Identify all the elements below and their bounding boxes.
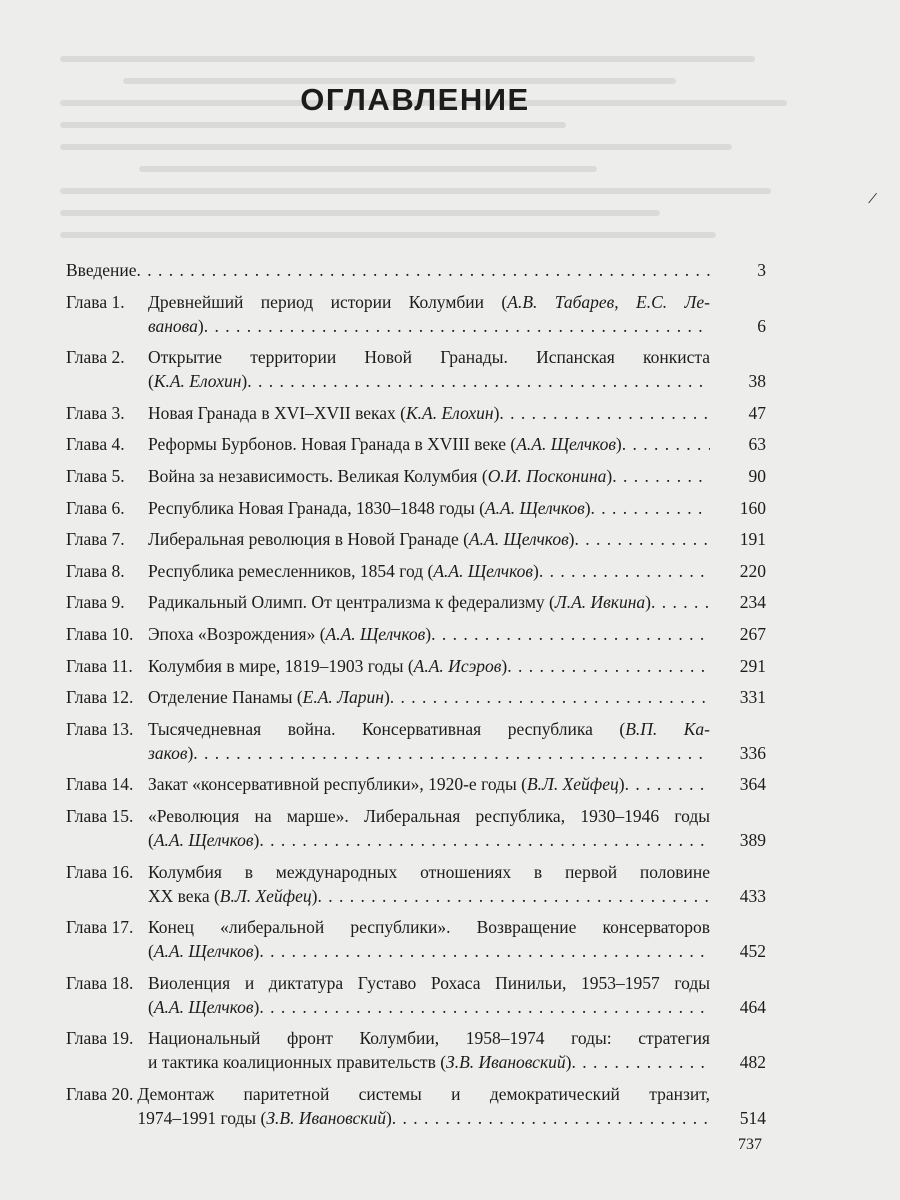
leader-dots — [591, 496, 710, 520]
chapter-label: Глава 5. — [66, 465, 125, 486]
page-number: 737 — [738, 1136, 762, 1153]
chapter-title — [148, 401, 710, 425]
chapter-page-number: 389 — [739, 829, 766, 850]
chapter-title — [137, 1082, 710, 1130]
toc-entry-chapter-6[interactable] — [66, 496, 766, 520]
chapter-title — [148, 717, 710, 765]
chapter-author: К.А. Елохин — [153, 371, 242, 392]
chapter-title — [148, 559, 710, 583]
leader-dots — [259, 939, 710, 963]
chapter-title — [148, 290, 710, 338]
chapter-label: Глава 10. — [66, 623, 134, 644]
leader-dots — [259, 828, 710, 852]
leader-dots — [625, 772, 710, 796]
chapter-title — [148, 590, 710, 614]
chapter-label: Глава 13. — [66, 718, 134, 739]
chapter-title — [148, 1026, 710, 1074]
chapter-label: Глава 17. — [66, 917, 134, 938]
chapter-author: А.А. Щелчков — [153, 996, 254, 1017]
toc-entry-chapter-4[interactable] — [66, 432, 766, 456]
chapter-page-number: 160 — [739, 497, 766, 518]
chapter-label: Глава 20. — [66, 1083, 134, 1104]
toc-entry-chapter-13[interactable] — [66, 717, 766, 765]
chapter-title-text: (А.А. Щелчков) — [148, 829, 260, 850]
chapter-label: Глава 6. — [66, 497, 125, 518]
chapter-title — [148, 915, 710, 963]
chapter-page-number: 267 — [739, 623, 766, 644]
chapter-title — [148, 496, 710, 520]
page-title: ОГЛАВЛЕНИЕ — [300, 82, 530, 117]
chapter-page-number: 331 — [739, 687, 766, 708]
toc-entry-chapter-14[interactable] — [66, 772, 766, 796]
chapter-title-text: Виоленция и диктатура Густаво Рохаса Пинильи, 1953–1957 годы — [148, 972, 710, 993]
chapter-label: Глава 12. — [66, 687, 134, 708]
chapter-title-text: 1974–1991 годы (З.В. Ивановский) — [137, 1107, 392, 1128]
leader-dots — [431, 622, 710, 646]
chapter-title-text: Война за независимость. Великая Колумбия (О.И. Посконина) — [148, 465, 613, 486]
chapter-author: В.П. Ка- — [625, 718, 710, 739]
chapter-title-text: Демонтаж паритетной системы и демократический транзит, — [137, 1083, 710, 1104]
leader-dots — [651, 590, 710, 614]
chapter-label: Глава 16. — [66, 861, 134, 882]
leader-dots — [317, 884, 710, 908]
chapter-author: З.В. Ивановский — [266, 1107, 386, 1128]
toc-entry-chapter-9[interactable] — [66, 590, 766, 614]
chapter-title-text: Либеральная революция в Новой Гранаде (А.А. Щелчков) — [148, 529, 575, 550]
chapter-title — [148, 971, 710, 1019]
chapter-title — [148, 464, 710, 488]
chapter-page-number: 452 — [739, 941, 766, 962]
leader-dots — [390, 685, 710, 709]
chapter-author: О.И. Посконина — [487, 465, 607, 486]
chapter-label: Глава 4. — [66, 434, 125, 455]
chapter-page-number: 514 — [739, 1107, 766, 1128]
chapter-author: З.В. Ивановский — [446, 1052, 566, 1073]
toc-entry-chapter-19[interactable] — [66, 1026, 766, 1074]
leader-dots — [259, 995, 710, 1019]
toc-entry-chapter-15[interactable] — [66, 804, 766, 852]
toc-intro-page: 3 — [757, 260, 766, 280]
leader-dots — [392, 1106, 710, 1130]
leader-dots — [575, 527, 711, 551]
leader-dots — [193, 741, 710, 765]
chapter-author: В.Л. Хейфец — [526, 774, 619, 795]
toc-intro-title: Введение — [66, 260, 137, 280]
chapter-label: Глава 7. — [66, 529, 125, 550]
chapter-title-text: Открытие территории Новой Гранады. Испанская конкиста — [148, 347, 710, 368]
chapter-author: Л.А. Ивкина — [554, 592, 646, 613]
chapter-author: А.А. Щелчков — [153, 941, 254, 962]
chapter-title — [148, 345, 710, 393]
toc-entry-chapter-20[interactable] — [66, 1082, 766, 1130]
chapter-title-text: Новая Гранада в XVI–XVII веках (К.А. Елохин) — [148, 402, 500, 423]
chapter-title-text: «Революция на марше». Либеральная республика, 1930–1946 годы — [148, 805, 710, 826]
chapter-list — [66, 290, 766, 1130]
chapter-title-text: Отделение Панамы (Е.А. Ларин) — [148, 687, 390, 708]
chapter-title-text: XX века (В.Л. Хейфец) — [148, 885, 318, 906]
toc-entry-chapter-17[interactable] — [66, 915, 766, 963]
chapter-page-number: 90 — [748, 465, 766, 486]
chapter-page-number: 220 — [739, 560, 766, 581]
chapter-label: Глава 11. — [66, 655, 133, 676]
show-through-text — [60, 40, 850, 270]
chapter-label: Глава 19. — [66, 1028, 134, 1049]
chapter-author: А.В. Табарев, Е.С. Ле- — [507, 291, 710, 312]
toc-entry-chapter-18[interactable] — [66, 971, 766, 1019]
chapter-page-number: 336 — [739, 742, 766, 763]
chapter-title-text: Радикальный Олимп. От централизма к федерализму (Л.А. Ивкина) — [148, 592, 651, 613]
toc-entry-chapter-3[interactable] — [66, 401, 766, 425]
chapter-title — [148, 654, 710, 678]
chapter-title-text: Реформы Бурбонов. Новая Гранада в XVIII веке (А.А. Щелчков) — [148, 434, 622, 455]
chapter-author: Е.А. Ларин — [302, 687, 384, 708]
chapter-author: А.А. Щелчков — [325, 623, 426, 644]
toc-entry-chapter-8[interactable] — [66, 559, 766, 583]
chapter-author: А.А. Щелчков — [484, 497, 585, 518]
chapter-author: А.А. Исэров — [413, 655, 502, 676]
chapter-author: заков — [148, 742, 188, 763]
chapter-label: Глава 3. — [66, 402, 125, 423]
chapter-page-number: 482 — [739, 1052, 766, 1073]
leader-dots — [507, 654, 710, 678]
chapter-label: Глава 14. — [66, 774, 134, 795]
chapter-page-number: 47 — [748, 402, 766, 423]
chapter-title-text: заков) — [148, 742, 194, 763]
chapter-label: Глава 15. — [66, 805, 134, 826]
chapter-author: А.А. Щелчков — [433, 560, 534, 581]
chapter-author: А.А. Щелчков — [153, 829, 254, 850]
chapter-page-number: 234 — [739, 592, 766, 613]
toc-entry-chapter-11[interactable] — [66, 654, 766, 678]
chapter-title-text: и тактика коалиционных правительств (З.В. Ивановский) — [148, 1052, 572, 1073]
chapter-title — [148, 804, 710, 852]
leader-dots — [571, 1050, 710, 1074]
chapter-title-text: Закат «консервативной республики», 1920-е годы (В.Л. Хейфец) — [148, 774, 625, 795]
leader-dots — [137, 258, 710, 282]
toc-entry-chapter-16[interactable] — [66, 860, 766, 908]
chapter-label: Глава 1. — [66, 291, 125, 312]
chapter-page-number: 63 — [748, 434, 766, 455]
toc-entry-intro[interactable] — [66, 258, 766, 282]
chapter-page-number: 364 — [739, 774, 766, 795]
chapter-author: А.А. Щелчков — [468, 529, 569, 550]
chapter-title-text: Конец «либеральной республики». Возвращение консерваторов — [148, 917, 710, 938]
chapter-title — [148, 685, 710, 709]
chapter-title-text: Национальный фронт Колумбии, 1958–1974 годы: стратегия — [148, 1028, 710, 1049]
chapter-title-text: Древнейший период истории Колумбии (А.В. Табарев, Е.С. Ле- — [148, 291, 710, 312]
chapter-page-number: 38 — [748, 371, 766, 392]
chapter-label: Глава 8. — [66, 560, 125, 581]
toc-entry-chapter-12[interactable] — [66, 685, 766, 709]
chapter-page-number: 464 — [739, 996, 766, 1017]
chapter-page-number: 433 — [739, 885, 766, 906]
leader-dots — [612, 464, 710, 488]
chapter-label: Глава 9. — [66, 592, 125, 613]
leader-dots — [204, 314, 710, 338]
chapter-title — [148, 527, 710, 551]
chapter-title-text: (К.А. Елохин) — [148, 371, 248, 392]
toc-entry-chapter-2[interactable] — [66, 345, 766, 393]
toc-entry-chapter-7[interactable] — [66, 527, 766, 551]
leader-dots — [539, 559, 710, 583]
chapter-title-text: (А.А. Щелчков) — [148, 996, 260, 1017]
toc-entry-chapter-10[interactable] — [66, 622, 766, 646]
table-of-contents — [66, 258, 766, 1137]
chapter-title-text: ванова) — [148, 315, 204, 336]
chapter-page-number: 6 — [757, 315, 766, 336]
leader-dots — [499, 401, 710, 425]
chapter-author: ванова — [148, 315, 198, 336]
chapter-title — [148, 860, 710, 908]
chapter-label: Глава 2. — [66, 347, 125, 368]
leader-dots — [622, 432, 710, 456]
chapter-author: А.А. Щелчков — [516, 434, 616, 455]
chapter-title-text: Эпоха «Возрождения» (А.А. Щелчков) — [148, 623, 432, 644]
pencil-mark: / — [866, 187, 879, 209]
chapter-page-number: 191 — [739, 529, 766, 550]
chapter-author: К.А. Елохин — [406, 402, 494, 423]
chapter-title — [148, 772, 710, 796]
chapter-title-text: Тысячедневная война. Консервативная республика (В.П. Ка- — [148, 718, 710, 739]
chapter-title-text: Колумбия в мире, 1819–1903 годы (А.А. Исэров) — [148, 655, 508, 676]
chapter-title-text: Республика Новая Гранада, 1830–1848 годы (А.А. Щелчков) — [148, 497, 591, 518]
chapter-title-text: (А.А. Щелчков) — [148, 941, 260, 962]
leader-dots — [247, 369, 710, 393]
chapter-title — [148, 432, 710, 456]
chapter-label: Глава 18. — [66, 972, 134, 993]
chapter-title — [148, 622, 710, 646]
chapter-title-text: Колумбия в международных отношениях в первой половине — [148, 861, 710, 882]
toc-entry-chapter-5[interactable] — [66, 464, 766, 488]
chapter-title-text: Республика ремесленников, 1854 год (А.А. Щелчков) — [148, 560, 539, 581]
toc-entry-chapter-1[interactable] — [66, 290, 766, 338]
chapter-page-number: 291 — [739, 655, 766, 676]
chapter-author: В.Л. Хейфец — [219, 885, 312, 906]
